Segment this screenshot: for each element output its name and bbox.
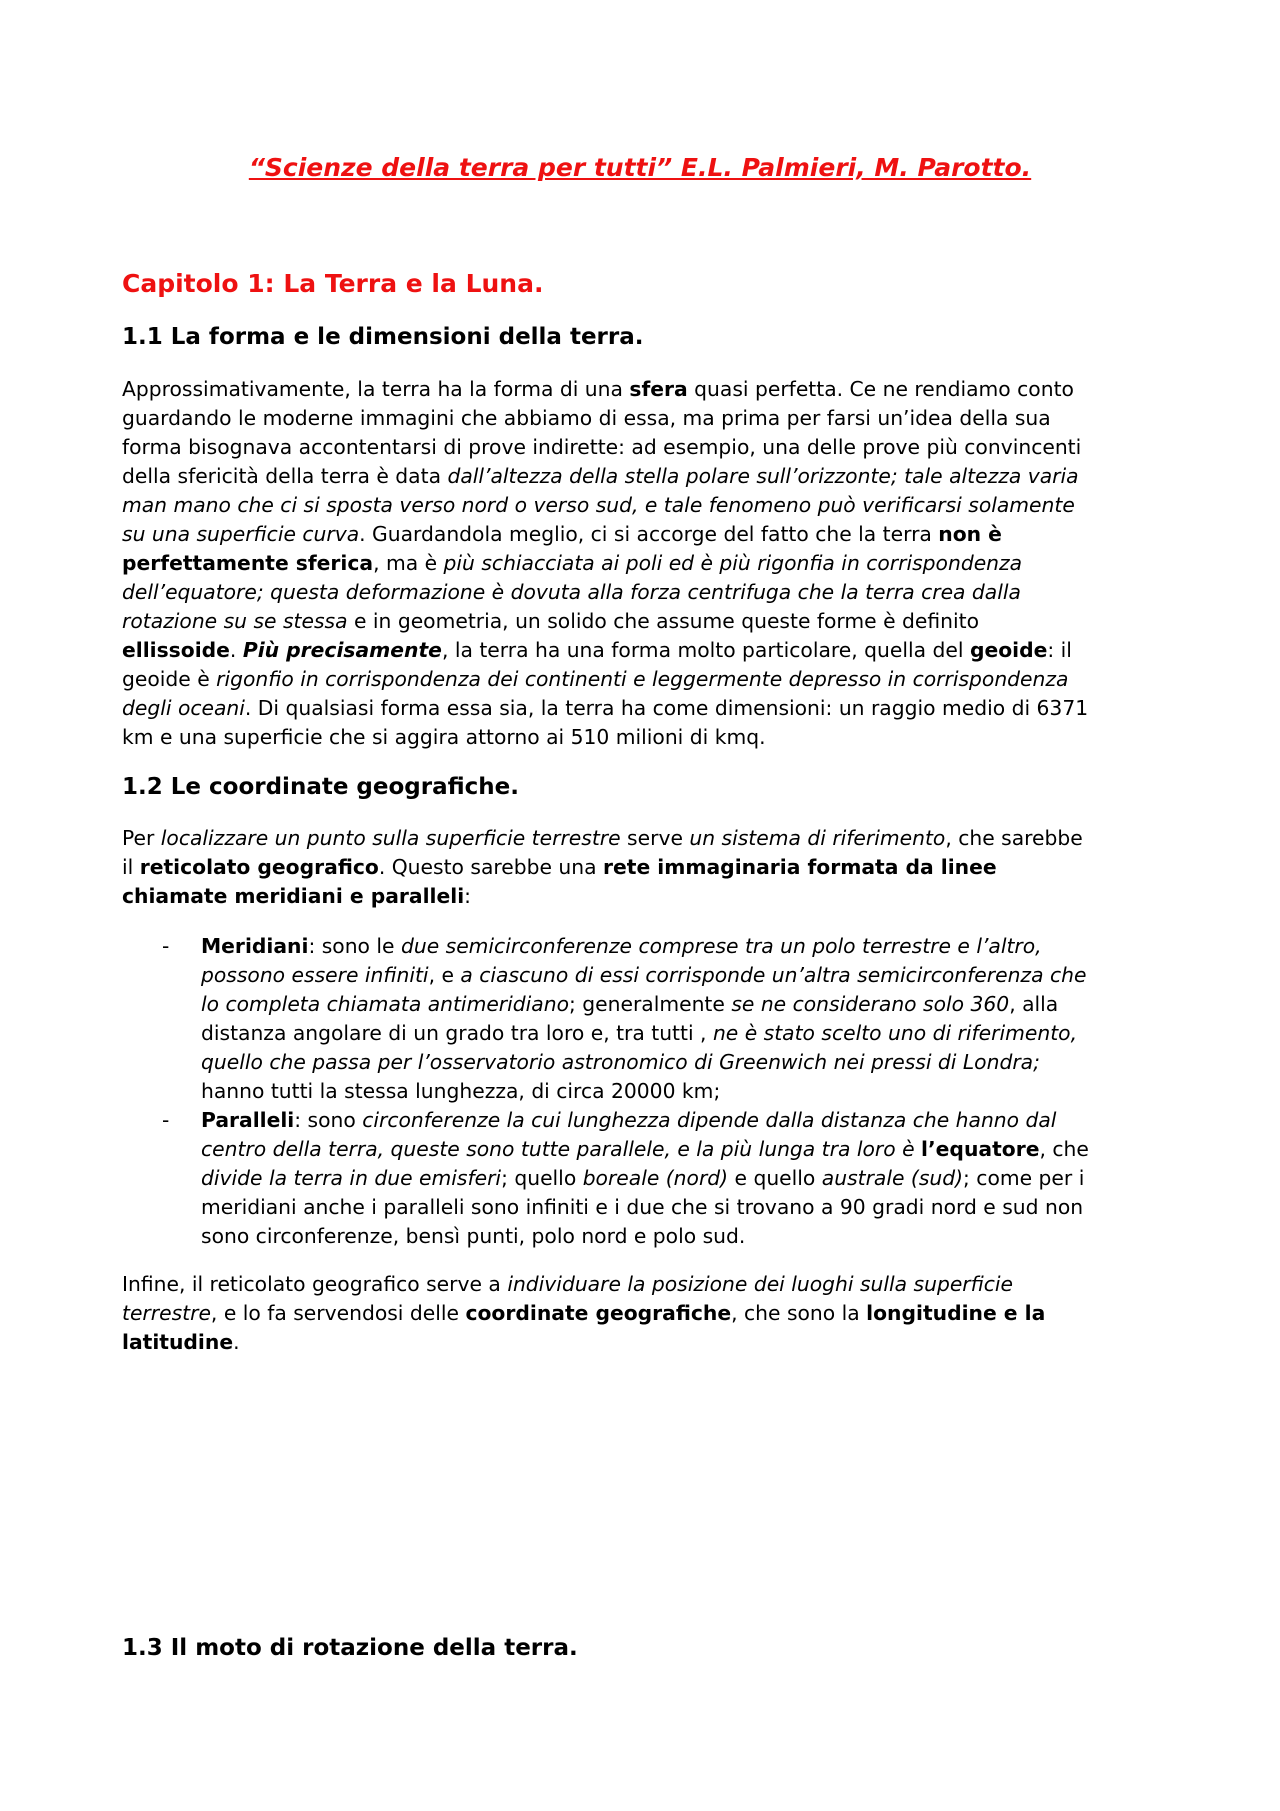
text-line: della sfericità della terra è data dall’altezza della stella polare sull’orizzonte; tale altezza varia xyxy=(122,464,1079,488)
list-item-paralleli xyxy=(122,1106,1158,1251)
text-line: ellissoide. Più precisamente, la terra ha una forma molto particolare, quella del geoide: il xyxy=(122,638,1072,662)
list-bullet: - xyxy=(162,1108,170,1132)
text-line: Per localizzare un punto sulla superficie terrestre serve un sistema di riferimento, che sarebbe xyxy=(122,826,1083,850)
text-line: chiamate meridiani e paralleli: xyxy=(122,884,471,908)
text-line: su una superficie curva. Guardandola meglio, ci si accorge del fatto che la terra non è xyxy=(122,522,1002,546)
chapter-title: Capitolo 1: La Terra e la Luna. xyxy=(122,269,544,298)
text-line: km e una superficie che si aggira attorno ai 510 milioni di kmq. xyxy=(122,725,766,749)
text-line: Paralleli: sono circonferenze la cui lunghezza dipende dalla distanza che hanno dal xyxy=(201,1108,1057,1132)
coordinates-list xyxy=(122,932,1158,1251)
text-line: Approssimativamente, la terra ha la forma di una sfera quasi perfetta. Ce ne rendiamo conto xyxy=(122,377,1074,401)
text-line: quello che passa per l’osservatorio astronomico di Greenwich nei pressi di Londra; xyxy=(201,1050,1040,1074)
text-line: guardando le moderne immagini che abbiamo di essa, ma prima per farsi un’idea della sua xyxy=(122,406,1051,430)
text-line: degli oceani. Di qualsiasi forma essa sia, la terra ha come dimensioni: un raggio medio di 6371 xyxy=(122,696,1089,720)
text-line: latitudine. xyxy=(122,1330,240,1354)
list-bullet: - xyxy=(162,934,170,958)
section-title-1-1: 1.1 La forma e le dimensioni della terra. xyxy=(122,324,644,350)
text-line: divide la terra in due emisferi; quello boreale (nord) e quello australe (sud); come per i xyxy=(201,1166,1085,1190)
text-line: dell’equatore; questa deformazione è dovuta alla forza centrifuga che la terra crea dalla xyxy=(122,580,1021,604)
text-line: meridiani anche i paralleli sono infiniti e i due che si trovano a 90 gradi nord e sud non xyxy=(201,1195,1084,1219)
text-line: rotazione su se stessa e in geometria, un solido che assume queste forme è definito xyxy=(122,609,979,633)
text-line: perfettamente sferica, ma è più schiacciata ai poli ed è più rigonfia in corrispondenza xyxy=(122,551,1023,575)
text-line: forma bisognava accontentarsi di prove indirette: ad esempio, una delle prove più convincenti xyxy=(122,435,1082,459)
text-line: distanza angolare di un grado tra loro e, tra tutti , ne è stato scelto uno di riferimento, xyxy=(201,1021,1078,1045)
book-title: “Scienze della terra per tutti” E.L. Palmieri, M. Parotto. xyxy=(248,153,1032,182)
text-line: possono essere infiniti, e a ciascuno di essi corrisponde un’altra semicirconferenza che xyxy=(201,963,1087,987)
paragraph-shape-of-earth xyxy=(122,375,1158,752)
paragraph-geographic-grid xyxy=(122,824,1158,911)
text-line: il reticolato geografico. Questo sarebbe una rete immaginaria formata da linee xyxy=(122,855,997,879)
text-line: Meridiani: sono le due semicirconferenze comprese tra un polo terrestre e l’altro, xyxy=(201,934,1042,958)
text-line: centro della terra, queste sono tutte parallele, e la più lunga tra loro è l’equatore, che xyxy=(201,1137,1089,1161)
list-item-meridiani xyxy=(122,932,1158,1106)
text-line: lo completa chiamata antimeridiano; generalmente se ne considerano solo 360, alla xyxy=(201,992,1059,1016)
section-title-1-2: 1.2 Le coordinate geografiche. xyxy=(122,774,520,800)
text-line: geoide è rigonfio in corrispondenza dei continenti e leggermente depresso in corrispondenza xyxy=(122,667,1069,691)
text-line: hanno tutti la stessa lunghezza, di circa 20000 km; xyxy=(201,1079,721,1103)
text-line: man mano che ci si sposta verso nord o verso sud, e tale fenomeno può verificarsi solamente xyxy=(122,493,1075,517)
paragraph-coordinates-summary xyxy=(122,1270,1158,1357)
text-line: sono circonferenze, bensì punti, polo nord e polo sud. xyxy=(201,1224,746,1248)
text-line: Infine, il reticolato geografico serve a individuare la posizione dei luoghi sulla superficie xyxy=(122,1272,1014,1296)
text-line: terrestre, e lo fa servendosi delle coordinate geografiche, che sono la longitudine e la xyxy=(122,1301,1046,1325)
section-title-1-3: 1.3 Il moto di rotazione della terra. xyxy=(122,1635,578,1661)
document-page xyxy=(122,0,1158,1811)
